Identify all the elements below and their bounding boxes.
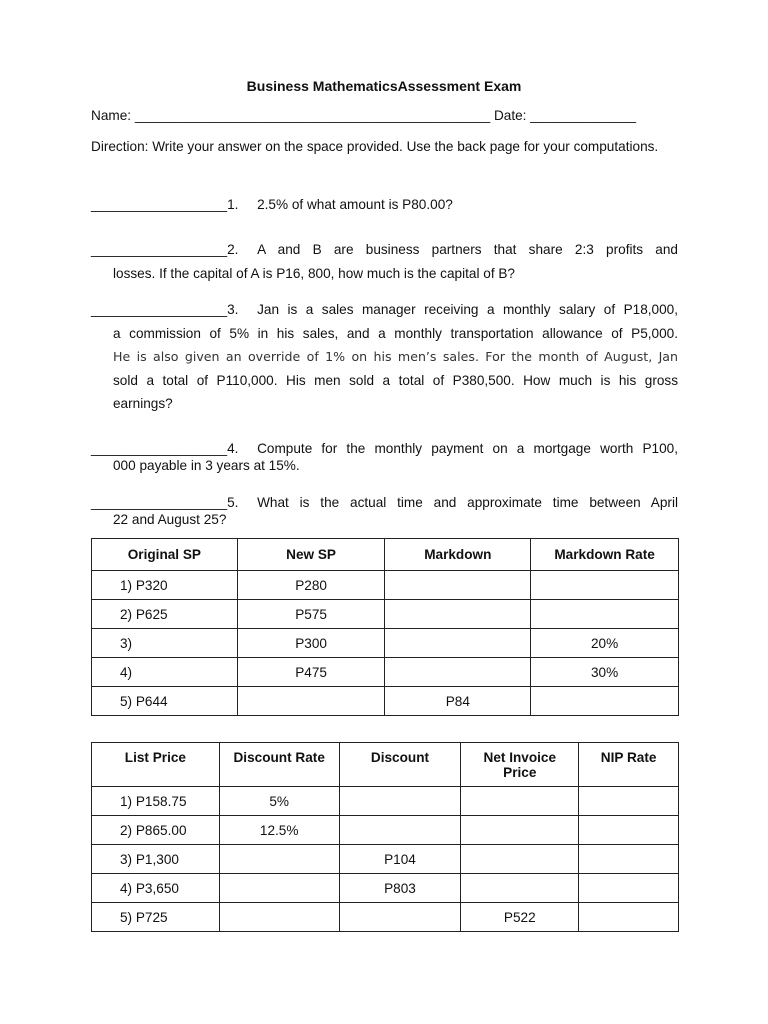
- answer-cell[interactable]: [219, 903, 339, 932]
- answer-cell[interactable]: [219, 874, 339, 903]
- answer-blank[interactable]: __________________: [91, 495, 228, 510]
- table-cell: 5%: [219, 787, 339, 816]
- question-text: 2.5% of what amount is P80.00?: [257, 197, 453, 212]
- question-text: 000 payable in 3 years at 15%.: [113, 458, 300, 473]
- question-3: [91, 298, 678, 416]
- answer-cell[interactable]: [531, 687, 679, 716]
- question-number: 3.: [227, 302, 239, 317]
- column-header: NIP Rate: [579, 743, 679, 787]
- answer-cell[interactable]: [237, 687, 385, 716]
- answer-cell[interactable]: [219, 845, 339, 874]
- table-cell: 1) P158.75: [92, 787, 220, 816]
- table-cell: 2) P625: [92, 600, 238, 629]
- table-row: [92, 600, 679, 629]
- answer-cell[interactable]: [579, 845, 679, 874]
- answer-cell[interactable]: [579, 816, 679, 845]
- table-cell: P803: [339, 874, 461, 903]
- table-cell: P475: [237, 658, 385, 687]
- table-cell: P575: [237, 600, 385, 629]
- table-row: [92, 787, 679, 816]
- column-header: Net Invoice Price: [461, 743, 579, 787]
- table-cell: P522: [461, 903, 579, 932]
- question-text: sold a total of P110,000. His men sold a total of P380,500. How much is his gross: [113, 372, 678, 388]
- answer-cell[interactable]: [461, 816, 579, 845]
- table-cell: 30%: [531, 658, 679, 687]
- question-text: Compute for the monthly payment on a mortgage worth P100,: [257, 441, 678, 456]
- table-row: [92, 687, 679, 716]
- answer-cell[interactable]: [385, 600, 531, 629]
- answer-cell[interactable]: [531, 600, 679, 629]
- table-row: [92, 658, 679, 687]
- table-header-row: [92, 743, 679, 787]
- column-header: Markdown Rate: [531, 539, 679, 571]
- question-2: [91, 238, 678, 285]
- column-header: Discount: [339, 743, 461, 787]
- question-number: 5.: [227, 495, 239, 510]
- answer-cell[interactable]: [461, 787, 579, 816]
- question-text: a commission of 5% in his sales, and a monthly transportation allowance of P5,000.: [113, 325, 678, 341]
- direction-text: Direction: Write your answer on the space provided. Use the back page for your computations.: [91, 139, 659, 154]
- date-label: Date:: [493, 108, 527, 123]
- answer-blank[interactable]: __________________: [91, 197, 228, 212]
- question-4: [91, 440, 678, 474]
- exam-title: Business MathematicsAssessment Exam: [246, 78, 522, 94]
- table-cell: 5) P725: [92, 903, 220, 932]
- question-text: losses. If the capital of A is P16, 800, how much is the capital of B?: [113, 265, 515, 281]
- table-cell: P280: [237, 571, 385, 600]
- answer-cell[interactable]: [531, 571, 679, 600]
- question-5: [91, 494, 678, 528]
- table-row: [92, 629, 679, 658]
- answer-blank[interactable]: __________________: [91, 302, 228, 317]
- answer-cell[interactable]: [579, 787, 679, 816]
- table-cell[interactable]: 3): [92, 629, 238, 658]
- answer-cell[interactable]: [579, 874, 679, 903]
- answer-cell[interactable]: [339, 903, 461, 932]
- table-row: [92, 571, 679, 600]
- answer-cell[interactable]: [461, 845, 579, 874]
- column-header: Original SP: [92, 539, 238, 571]
- markdown-table: [91, 538, 679, 716]
- table-row: [92, 845, 679, 874]
- column-header: Discount Rate: [219, 743, 339, 787]
- column-header: List Price: [92, 743, 220, 787]
- table-cell: 3) P1,300: [92, 845, 220, 874]
- table-cell: 5) P644: [92, 687, 238, 716]
- table-cell: 4) P3,650: [92, 874, 220, 903]
- question-number: 1.: [227, 197, 239, 212]
- answer-cell[interactable]: [461, 874, 579, 903]
- table-cell: 20%: [531, 629, 679, 658]
- date-blank[interactable]: ______________: [530, 108, 637, 123]
- name-blank[interactable]: _______________________________________________: [134, 108, 491, 123]
- question-text: He is also given an override of 1% on his men’s sales. For the month of August, Jan: [113, 349, 678, 364]
- table-header-row: [92, 539, 679, 571]
- answer-blank[interactable]: __________________: [91, 242, 228, 257]
- question-text: Jan is a sales manager receiving a monthly salary of P18,000,: [257, 302, 678, 317]
- question-number: 2.: [227, 242, 239, 257]
- answer-cell[interactable]: [385, 571, 531, 600]
- table-cell: P84: [385, 687, 531, 716]
- discount-table: [91, 742, 679, 932]
- question-1: [91, 193, 678, 217]
- table-cell: 1) P320: [92, 571, 238, 600]
- answer-cell[interactable]: [339, 787, 461, 816]
- answer-blank[interactable]: __________________: [91, 441, 228, 456]
- table-row: [92, 874, 679, 903]
- question-text: 22 and August 25?: [113, 512, 227, 527]
- name-date-line: [91, 108, 681, 123]
- answer-cell[interactable]: [579, 903, 679, 932]
- answer-cell[interactable]: [385, 629, 531, 658]
- name-label: Name:: [91, 108, 132, 123]
- question-text: earnings?: [113, 396, 173, 411]
- column-header: New SP: [237, 539, 385, 571]
- question-text: What is the actual time and approximate time between April: [257, 495, 678, 510]
- table-cell: 2) P865.00: [92, 816, 220, 845]
- answer-cell[interactable]: [339, 816, 461, 845]
- table-row: [92, 816, 679, 845]
- table-row: [92, 903, 679, 932]
- table-cell: P300: [237, 629, 385, 658]
- table-cell: 12.5%: [219, 816, 339, 845]
- column-header: Markdown: [385, 539, 531, 571]
- question-text: A and B are business partners that share 2:3 profits and: [257, 242, 678, 257]
- table-cell: P104: [339, 845, 461, 874]
- answer-cell[interactable]: [385, 658, 531, 687]
- question-number: 4.: [227, 441, 239, 456]
- table-cell[interactable]: 4): [92, 658, 238, 687]
